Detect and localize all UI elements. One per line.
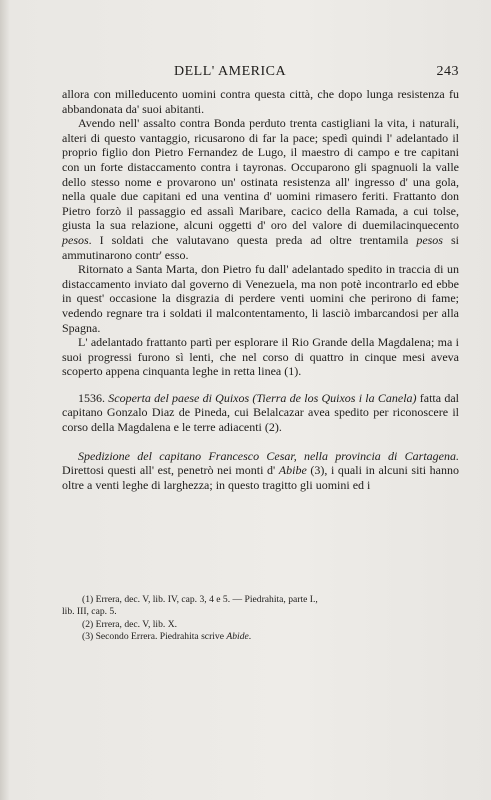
paragraph-magdalena: L' adelantado frattanto partì per esplorare il Rio Grande della Magdalena; ma i suoi progressi furono sì lenti, che nel corso di quattro in cinque mesi aveva scoperto appena cinquanta leghe in retta linea (1).: [62, 335, 459, 379]
paragraph-continuation: allora con milleducento uomini contra questa città, che dopo lunga resistenza fu abbandonata da' suoi abitanti.: [62, 87, 459, 116]
section-quixos: 1536. Scoperta del paese di Quixos (Tierra de los Quixos i la Canela) fatta dal capitano Gonzalo Diaz de Pineda, cui Belalcazar avea spedito per riconoscere il corso della Magdalena e le terre adiacenti (2).: [62, 390, 459, 435]
section-cesar: Spedizione del capitano Francesco Cesar, nella provincia di Cartagena. Direttosi questi all' est, penetrò nei monti d' Abibe (3), i quali in alcuni siti hanno oltre a venti leghe di larghezza; in questo tragitto gli uomini ed i: [62, 448, 459, 492]
paragraph-santa-marta: Ritornato a Santa Marta, don Pietro fu dall' adelantado spedito in traccia di un distaccamento inviato dal governo di Venezuela, ma non potè incontrarlo ed ebbe in quest' occasione la disgrazia di perdere venti uomini che perirono di fame; vedendo regnare tra i soldati il malcontentamento, li lasciò imbarcandosi per alla Spagna.: [62, 262, 459, 335]
footnote-1: (1) Errera, dec. V, lib. IV, cap. 3, 4 e 5. — Piedrahita, parte I.,: [82, 594, 318, 605]
footnote-2: (2) Errera, dec. V, lib. X.: [82, 618, 178, 630]
main-text: [62, 87, 459, 492]
footnote-3: (3) Secondo Errera. Piedrahita scrive Abide.: [82, 631, 252, 643]
running-title: DELL' AMERICA: [174, 64, 287, 79]
page-number: 243: [436, 64, 459, 79]
paragraph-bonda: Avendo nell' assalto contra Bonda perduto trenta castigliani la vita, i naturali, alteri di questo vantaggio, ricusarono di far la pace; spedì quindi l' adelantado il proprio figlio don Pietro Fernandez de Lugo, il maestro di campo e tre capitani con un forte distaccamento contra i tayronas. Occuparono gli spagnuoli la valle dello stesso nome e provarono un' ostinata resistenza all' ingresso d' una gola, nella quale due capitani ed una ventina d' uomini rimasero feriti. Frattanto don Pietro forzò il passaggio ed assalì Maribare, cacico della Ramada, a cui tolse, giusta la sua relazione, alcuni oggetti d' oro del valore di duemilacinquecento pesos. I soldati che valutavano questa preda ad oltre trentamila pesos si ammutinarono contr' esso.: [62, 116, 459, 262]
footnotes: [62, 594, 459, 644]
footnote-1-continued: lib. III, cap. 5.: [62, 606, 117, 618]
section-year: 1536.: [78, 390, 105, 405]
